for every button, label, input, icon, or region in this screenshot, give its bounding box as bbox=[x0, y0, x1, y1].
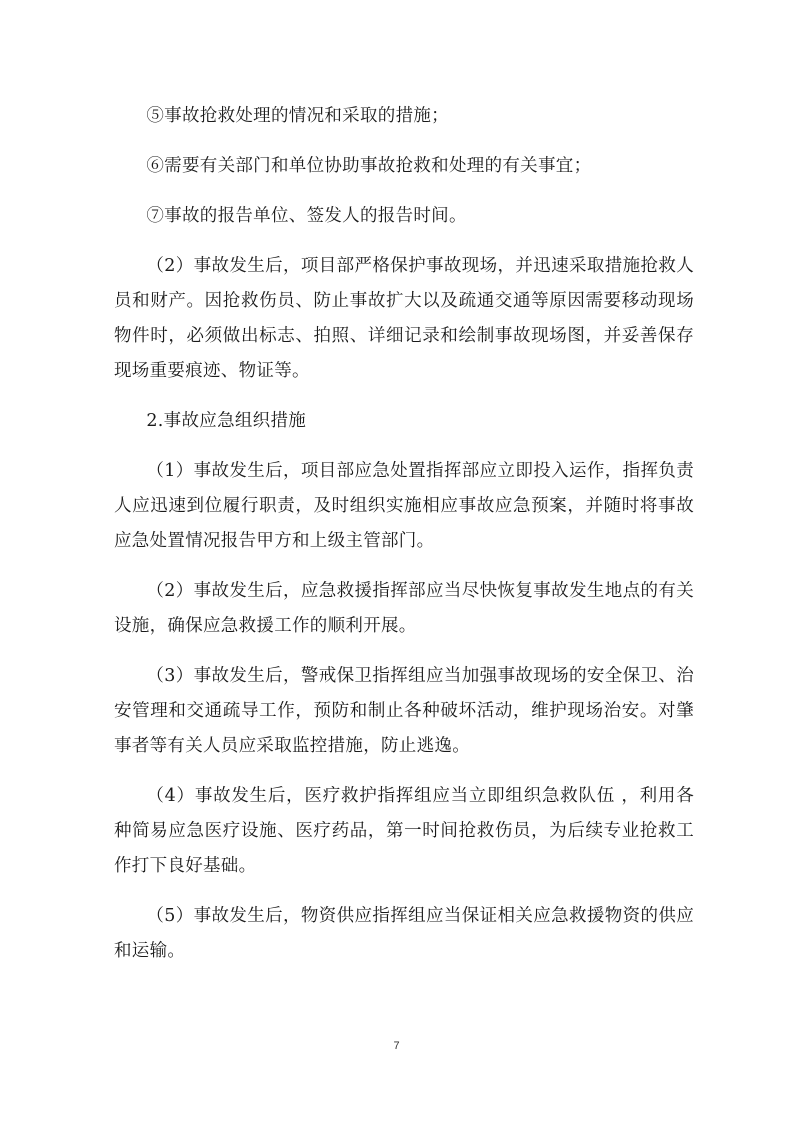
page-number: 7 bbox=[393, 1040, 400, 1052]
section-heading-emergency-organization: 2.事故应急组织措施 bbox=[146, 411, 307, 431]
paragraph-material-supply: （5）事故发生后，物资供应指挥组应当保证相关应急救援物资的供应和运输。 bbox=[114, 906, 694, 961]
paragraph-command-center: （1）事故发生后，项目部应急处置指挥部应立即投入运作，指挥负责人应迅速到位履行职责，及时组织实施相应事故应急预案，并随时将事故应急处置情况报告甲方和上级主管部门。 bbox=[114, 461, 694, 551]
list-item-6: ⑥需要有关部门和单位协助事故抢救和处理的有关事宜； bbox=[146, 156, 592, 176]
list-item-5: ⑤事故抢救处理的情况和采取的措施； bbox=[146, 106, 449, 126]
paragraph-protect-scene: （2）事故发生后，项目部严格保护事故现场，并迅速采取措施抢救人员和财产。因抢救伤员、防止事故扩大以及疏通交通等原因需要移动现场物件时，必须做出标志、拍照、详细记录和绘制事故现场图，并妥善保存现场重要痕迹、物证等。 bbox=[114, 256, 694, 381]
paragraph-restore-facilities: （2）事故发生后，应急救援指挥部应当尽快恢复事故发生地点的有关设施，确保应急救援工作的顺利开展。 bbox=[114, 581, 694, 636]
paragraph-medical-rescue: （4）事故发生后，医疗救护指挥组应当立即组织急救队伍 ，利用各种简易应急医疗设施、医疗药品，第一时间抢救伤员，为后续专业抢救工作打下良好基础。 bbox=[114, 786, 694, 876]
list-item-7: ⑦事故的报告单位、签发人的报告时间。 bbox=[146, 206, 467, 226]
paragraph-security-guard: （3）事故发生后，警戒保卫指挥组应当加强事故现场的安全保卫、治安管理和交通疏导工作，预防和制止各种破坏活动，维护现场治安。对肇事者等有关人员应采取监控措施，防止逃逸。 bbox=[114, 666, 694, 756]
document-body bbox=[114, 99, 694, 969]
